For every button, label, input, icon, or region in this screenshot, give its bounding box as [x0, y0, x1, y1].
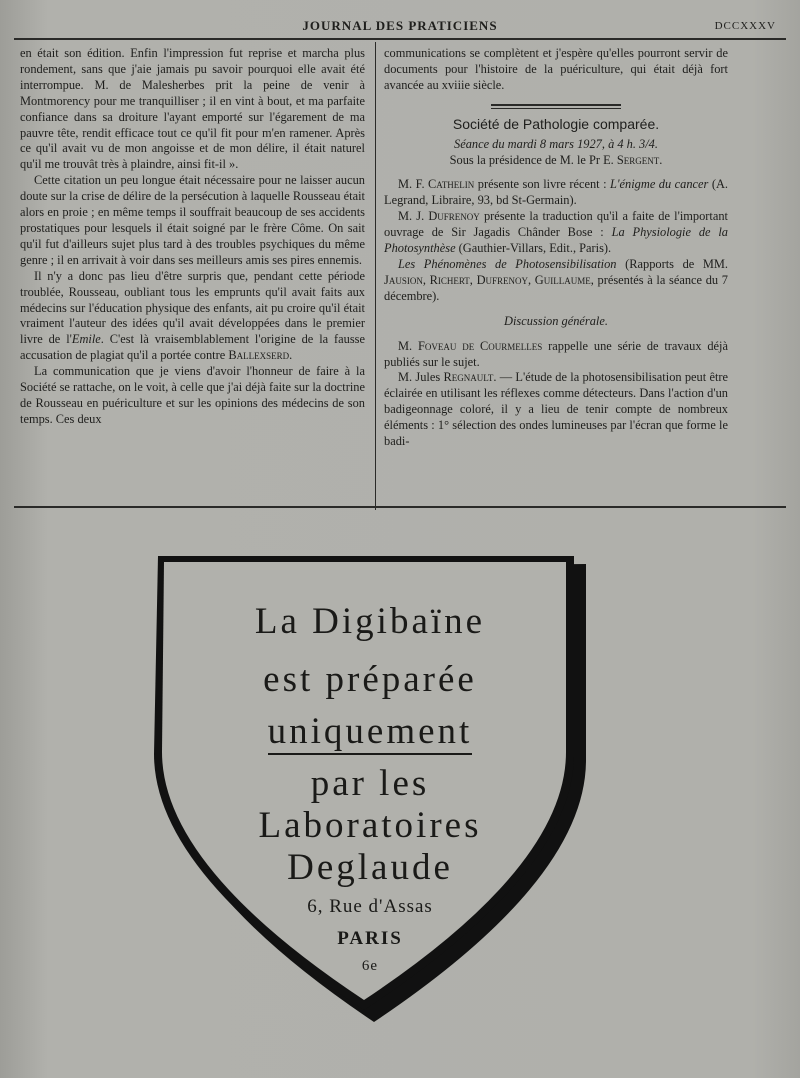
left-column — [20, 46, 365, 428]
page-header — [14, 12, 786, 38]
presidency-text-b: . — [659, 152, 663, 167]
paragraph-3-text-a: Il n'y a donc pas lieu d'être surpris que, pendant cette période troublée, Rousseau, oubliant tous les emprunts qu'il avait faits aux médecins sur l'éducation physique des enfants, ait pu croire qu'il était vraiment l'auteur des idées qu'il avait développées dans le premier livre de l' — [20, 268, 365, 347]
ad-city: PARIS — [337, 928, 403, 949]
regnault-name: Regnault — [443, 370, 494, 385]
ad-address: 6, Rue d'Assas — [307, 896, 433, 917]
header-rule — [14, 38, 786, 40]
journal-title: JOURNAL DES PRATICIENS — [302, 18, 498, 33]
ad-product-name: La Digibaïne — [254, 601, 486, 642]
column-divider — [375, 42, 376, 510]
regnault-text-b: . — L'étude de la photosensibilisation peut être éclairée en utilisant les réflexes comme détecteurs. Dans l'action d'un badigeonnage coloré, il y a lieu de tenir compte de nombreux éléments : 1° sélection des ondes lumineuses par l'écran que forme le badi- — [384, 370, 729, 449]
paragraph-2: Cette citation un peu longue était nécessaire pour ne laisser aucun doute sur la crise de délire de la persécution à laquelle Rousseau était alors en proie ; en même temps il souffrait beaucoup de ses accidents prostatiques pour lesquels il était soigné par le frère Côme. On sait qu'il fut d'ailleurs sujet plus tard à des troubles psychiques du même genre ; il en arrivait à voir dans ses meilleurs amis ses pires ennemis. — [20, 173, 365, 267]
paragraph-1: en était son édition. Enfin l'impression fut reprise et marcha plus rondement, sans que j'aie jamais pu savoir pourquoi elle avait été interrompue. M. de Malesherbes prit la peine de venir à Montmorency pour me tranquilliser ; il en vint à bout, et ma parfaite confiance dans sa droiture l'ayant emporté sur l'égarement de ma pauvre tête, rendit efficace tout ce qu'il fit pour m'en ramener. Après ce qu'il avait vu de mon angoisse et de mon délire, il était naturel qu'il me trouvât très à plaindre, ainsi fit-il ». — [20, 46, 365, 172]
paragraph-3-text-c: . — [289, 348, 293, 363]
phenomenes-text-b: , présentés à la séance du 7 décembre). — [384, 272, 728, 303]
page-number: DCCXXXV — [714, 20, 776, 32]
cathelin-name: Cathelin — [428, 177, 475, 192]
ad-line-4: par les — [310, 763, 430, 804]
regnault-paragraph — [384, 370, 728, 450]
paragraph-3 — [20, 269, 365, 364]
foveau-text-b: rappelle une série de travaux déjà publiés sur le sujet. — [384, 338, 728, 369]
right-paragraph-1: communications se complètent et j'espère qu'elles pourront servir de documents pour l'histoire de la puériculture, qui était déjà fort avancée au xviiie siècle. — [384, 46, 728, 92]
emile-title: Emile — [71, 332, 101, 347]
session-date: Séance du mardi 8 mars 1927, à 4 h. 3/4. — [454, 136, 658, 151]
article-bottom-rule — [14, 506, 786, 508]
ad-company-name: Deglaude — [287, 847, 453, 888]
dufrenoy-book-title: La Physiologie de la Photosynthèse — [384, 225, 728, 256]
ballexserd-name: Ballexserd — [228, 348, 290, 363]
right-column — [384, 46, 728, 450]
ad-line-5: Laboratoires — [258, 805, 482, 846]
session-line — [384, 137, 728, 153]
foveau-name: Foveau de Courmelles — [417, 338, 543, 353]
foveau-paragraph — [384, 339, 728, 371]
discussion-title: Discussion générale. — [504, 313, 608, 328]
paragraph-3-text-b: . C'est là vraisemblablement l'origine de la fausse accusation de plagiat qu'il a portée contre — [20, 332, 365, 363]
ad-uniquement: uniquement — [268, 711, 473, 755]
cathelin-paragraph — [384, 177, 728, 209]
cathelin-text-c: (A. Legrand, Libraire, 93, bd St-Germain). — [384, 177, 728, 208]
president-name: Sergent — [616, 152, 660, 167]
phenomenes-names: Jausion, Richert, Dufrenoy, Guillaume — [384, 272, 591, 287]
cathelin-text-a: M. F. — [398, 177, 429, 192]
cathelin-book-title: L'énigme du cancer — [610, 177, 709, 192]
ad-line-3 — [150, 710, 590, 753]
dufrenoy-paragraph — [384, 209, 728, 257]
section-rule — [491, 104, 621, 109]
cathelin-text-b: présente son livre récent : — [474, 177, 610, 192]
phenomenes-title: Les Phénomènes de Photosensibilisation — [398, 256, 617, 271]
ad-line-2: est préparée — [263, 659, 477, 700]
regnault-text-a: M. Jules — [398, 370, 444, 385]
discussion-heading — [384, 314, 728, 330]
foveau-text-a: M. — [398, 338, 418, 353]
ad-arrondissement: 6e — [361, 958, 379, 974]
dufrenoy-text-c: (Gauthier-Villars, Edit., Paris). — [455, 241, 612, 256]
presidency-text-a: Sous la présidence de M. le Pr E. — [449, 152, 617, 167]
phenomenes-paragraph — [384, 257, 728, 305]
phenomenes-text-a: (Rapports de MM. — [616, 256, 728, 271]
presidency-line — [384, 153, 728, 169]
dufrenoy-text-a: M. J. — [398, 209, 429, 224]
paragraph-4: La communication que je viens d'avoir l'honneur de faire à la Société se rattache, on le voit, à celle que j'ai déjà faite sur la doctrine de Rousseau en puériculture et sur les opinions des médecins de son temps. Ces deux — [20, 364, 365, 426]
dufrenoy-name: Dufrenoy — [428, 209, 480, 224]
society-title: Société de Pathologie comparée. — [452, 115, 660, 132]
dufrenoy-text-b: présente la traduction qu'il a faite de l'important ouvrage de Sir Jagadis Chânder Bose : — [384, 209, 728, 240]
